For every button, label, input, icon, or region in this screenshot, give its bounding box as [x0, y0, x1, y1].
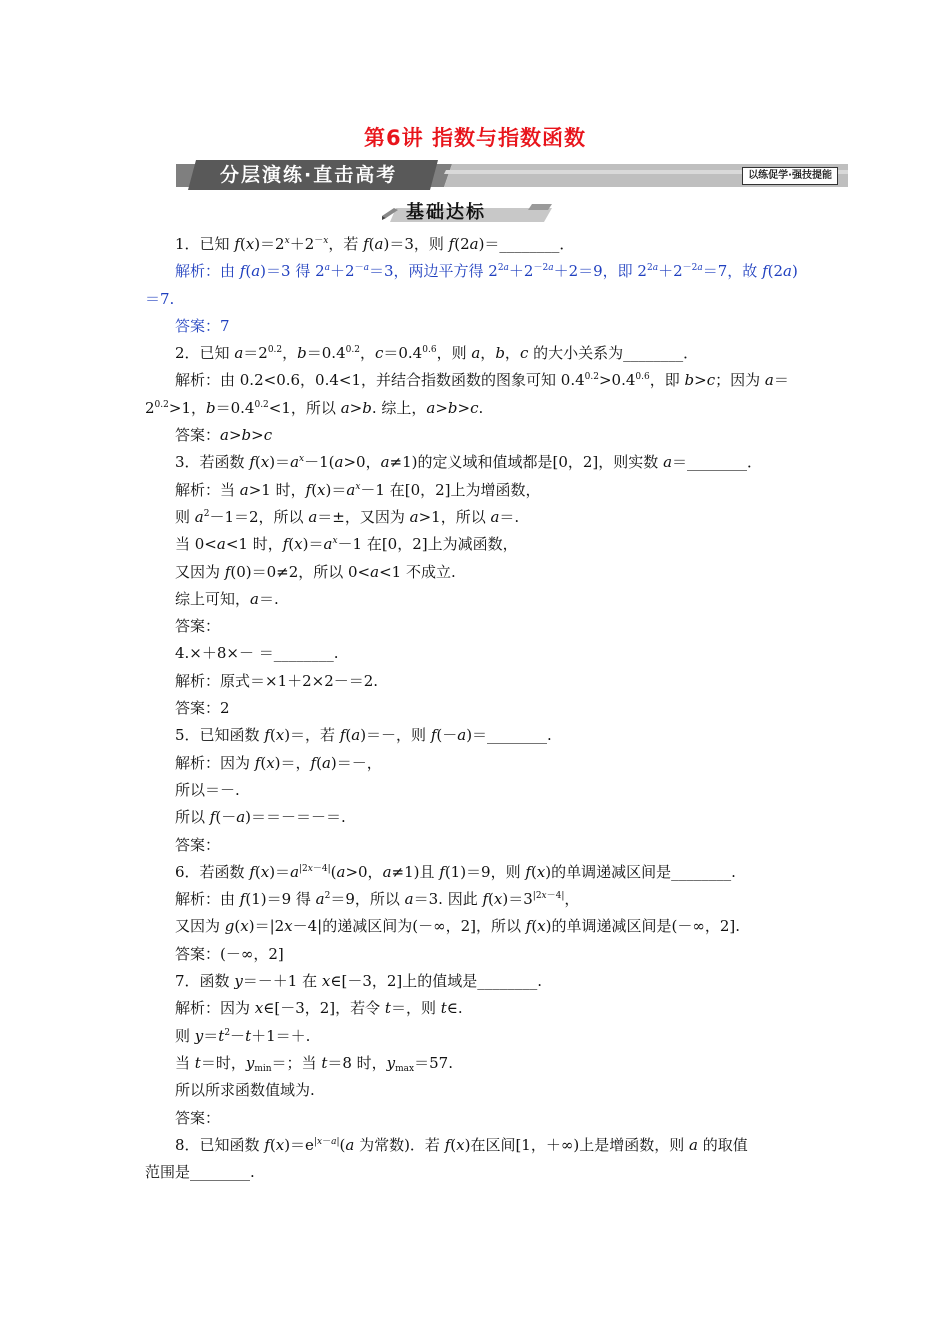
text-line: 答案：a>b>c	[175, 426, 273, 445]
text-line: 当 t＝时，$y_{min}=$；当 t＝8 时，$y_{max}=57$.	[175, 1053, 453, 1074]
section-banner	[176, 160, 848, 190]
text-line: 答案：	[175, 1108, 221, 1127]
text-line: 4.×＋8×－ ＝________.	[175, 644, 339, 663]
text-line: 解析：由 f(1)＝9 得 $a^2=9$，所以 a＝3. 因此 $f(x)=3^{|2x-4|}$，	[175, 890, 580, 909]
text-line: 解析：当 a>1 时，$f(x)=a^x-1$ 在[0，2]上为增函数，	[175, 480, 541, 499]
text-line: 6．若函数 $f(x)=a^{|2x-4|}(a>0$，a≠1)且 f(1)＝9，则 f(x)的单调递减区间是________.	[175, 862, 736, 881]
text-line: 解析：由 f(a)＝3 得 $2^a+2^{-a}=3$，两边平方得 $2^{2a}+2^{-2a}+2=9$，即 $2^{2a}+2^{-2a}=7$，故 f(2a)	[175, 262, 798, 281]
text-line: ＝7.	[145, 289, 175, 308]
text-line: 解析：因为 x∈[－3，2]，若令 t＝，则 t∈.	[175, 999, 463, 1018]
text-line: 范围是________.	[145, 1163, 255, 1182]
text-line: 又因为 f(0)＝0≠2，所以 0<a<1 不成立.	[175, 562, 456, 581]
text-line: 1．已知 $f(x)=2^x+2^{-x}$，若 f(a)＝3，则 f(2a)＝________．	[175, 235, 575, 253]
section-heading	[382, 198, 552, 228]
banner-main-text: 分层演练·直击高考	[220, 164, 398, 186]
text-line: 答案：	[175, 617, 221, 636]
text-line: $2^{0.2}>1$，$b=0.4^{0.2}<1$，所以 a>b. 综上，a>b>c.	[145, 398, 484, 417]
page-title: 第6讲 指数与指数函数	[364, 126, 586, 150]
text-line: 解析：因为 f(x)＝，f(a)＝－，	[175, 753, 382, 772]
text-line: 所以所求函数值域为.	[175, 1081, 315, 1100]
text-line: 所以 f(－a)＝＝－＝－＝.	[175, 808, 346, 827]
text-line: 答案：7	[175, 316, 230, 335]
text-line: 所以＝－.	[175, 780, 240, 799]
text-line: 8．已知函数 $f(x)=e^{|x-a|}(a$ 为常数)．若 f(x)在区间[1，＋∞)上是增函数，则 a 的取值	[175, 1135, 748, 1154]
text-line: 解析：原式＝×1＋2×2－＝2.	[175, 671, 379, 690]
text-line: 综上可知，a＝.	[175, 589, 279, 608]
exercise-content	[145, 231, 812, 1186]
text-line: 2．已知 $a=2^{0.2}$，$b=0.4^{0.2}$，$c=0.4^{0.6}$，则 a，b，c 的大小关系为________．	[175, 344, 699, 363]
text-line: 当 0<a<1 时，$f(x)=a^x-1$ 在[0，2]上为减函数，	[175, 535, 518, 554]
text-line: 解析：由 0.2<0.6，0.4<1，并结合指数函数的图象可知 $0.4^{0.2}>0.4^{0.6}$，即 b>c；因为 a＝	[175, 371, 789, 390]
text-line: 又因为 g(x)＝|2x－4|的递减区间为(－∞，2]，所以 f(x)的单调递减区间是(－∞，2].	[175, 917, 741, 936]
text-line: 答案：2	[175, 699, 230, 718]
text-line: 5．已知函数 f(x)＝，若 f(a)＝－，则 f(－a)＝________.	[175, 726, 552, 745]
text-line: 3．若函数 $f(x)=a^x-1(a>0$，a≠1)的定义域和值域都是[0，2]，则实数 a＝________．	[175, 453, 763, 472]
text-line: 答案：	[175, 835, 221, 854]
text-line: 答案：(－∞，2]	[175, 944, 284, 963]
text-line: 7．函数 y＝－＋1 在 x∈[－3，2]上的值域是________.	[175, 972, 543, 991]
banner-tag: 以练促学·强技提能	[742, 167, 838, 185]
text-line: 则 $y=t^2-t+1=+$.	[175, 1026, 311, 1045]
section-title: 基础达标	[406, 202, 486, 223]
text-line: 则 $a^2-1=2$，所以 a＝±，又因为 a>1，所以 a＝.	[175, 507, 520, 526]
decor-pencil-icon	[382, 206, 400, 220]
